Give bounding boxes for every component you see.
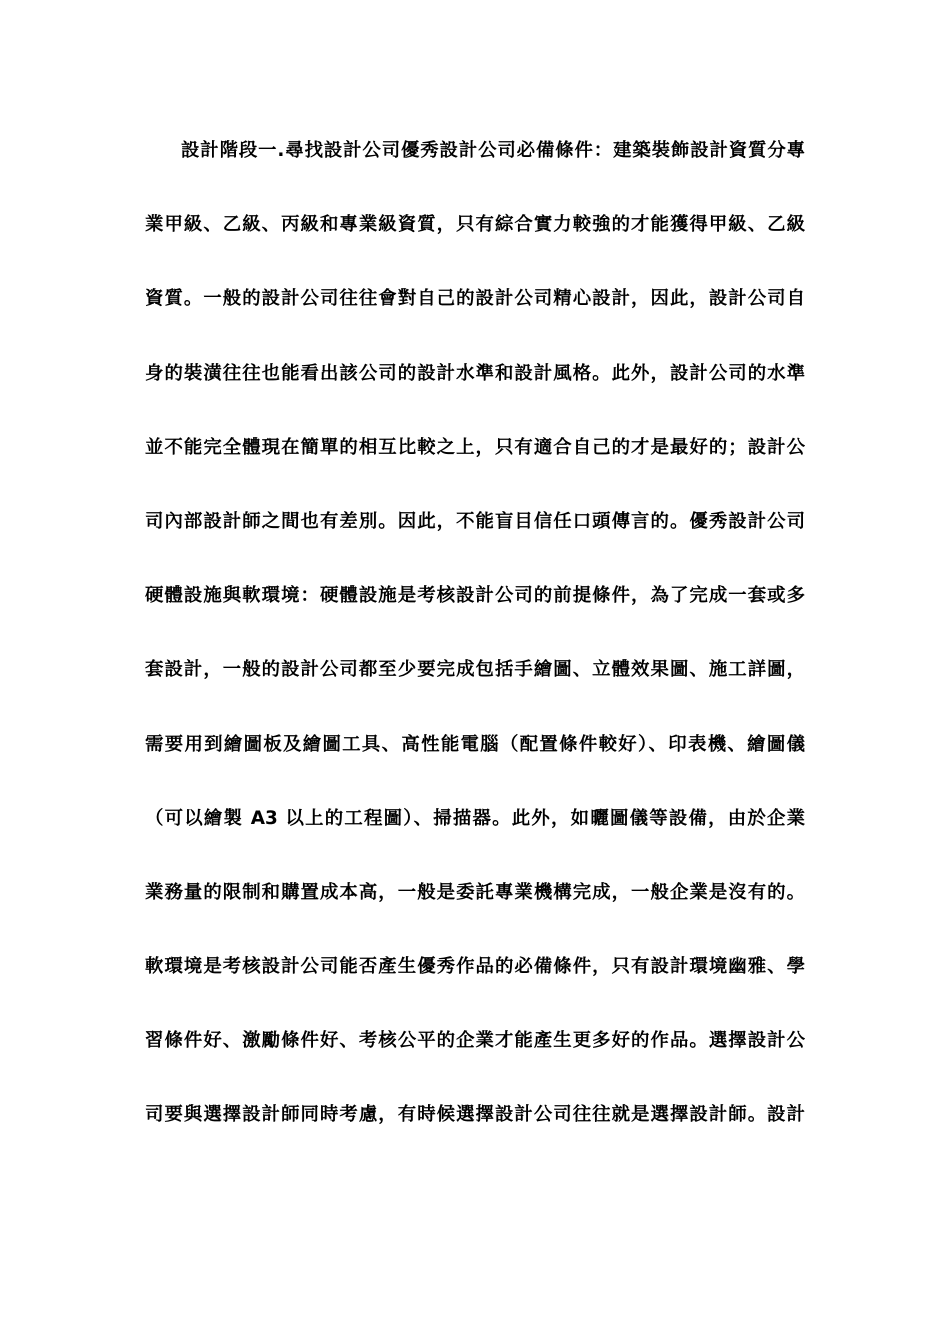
text-line-2: 業甲級、乙級、丙級和專業級資質，只有綜合實力較強的才能獲得甲級、乙級 <box>145 214 805 236</box>
text-line-9: 需要用到繪圖板及繪圖工具、高性能電腦（配置條件較好）、印表機、繪圖儀 <box>145 733 805 755</box>
text-line-13: 習條件好、激勵條件好、考核公平的企業才能產生更多好的作品。選擇設計公 <box>145 1030 805 1052</box>
text-line-5: 並不能完全體現在簡單的相互比較之上，只有適合自己的才是最好的；設計公 <box>145 436 805 458</box>
body-paragraph <box>145 131 805 1170</box>
text-line-6: 司內部設計師之間也有差別。因此，不能盲目信任口頭傳言的。優秀設計公司 <box>145 510 805 532</box>
text-line-1: 設計階段一.尋找設計公司優秀設計公司必備條件：建築裝飾設計資質分專 <box>181 140 805 161</box>
text-line-11: 業務量的限制和購置成本高，一般是委託專業機構完成，一般企業是沒有的。 <box>145 881 805 903</box>
text-line-7: 硬體設施與軟環境：硬體設施是考核設計公司的前提條件，為了完成一套或多 <box>145 585 805 607</box>
text-line-12: 軟環境是考核設計公司能否產生優秀作品的必備條件，只有設計環境幽雅、學 <box>145 956 805 978</box>
text-line-10: （可以繪製 A3 以上的工程圖）、掃描器。此外，如曬圖儀等設備，由於企業 <box>145 807 805 829</box>
text-line-14: 司要與選擇設計師同時考慮，有時候選擇設計公司往往就是選擇設計師。設計 <box>145 1104 805 1126</box>
text-line-3: 資質。一般的設計公司往往會對自己的設計公司精心設計，因此，設計公司自 <box>145 288 805 310</box>
text-line-4: 身的裝潢往往也能看出該公司的設計水準和設計風格。此外，設計公司的水準 <box>145 362 805 384</box>
text-line-8: 套設計，一般的設計公司都至少要完成包括手繪圖、立體效果圖、施工詳圖， <box>145 659 805 681</box>
